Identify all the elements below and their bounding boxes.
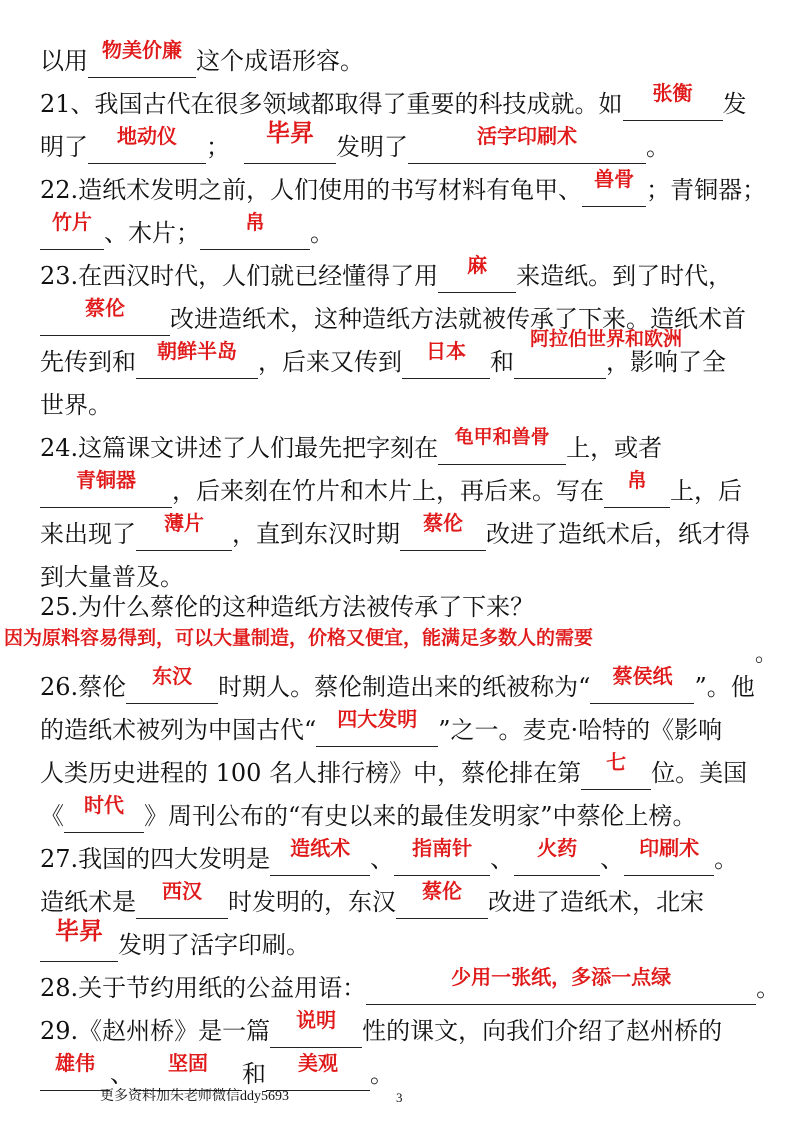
blank: [134, 1051, 242, 1091]
answer: 坚固: [168, 1051, 208, 1075]
blank: [316, 707, 438, 747]
answer: 蔡伦: [85, 296, 125, 320]
question-24-line-4: 到大量普及。: [40, 563, 184, 591]
answer: 指南针: [412, 836, 473, 860]
answer: 雄伟: [55, 1051, 95, 1075]
blank: [136, 511, 232, 551]
blank: [623, 81, 723, 121]
answer: 少用一张纸，多添一点绿: [451, 965, 672, 989]
period: 。: [755, 642, 778, 667]
question-21-line-2: 明了 地动仪 ； 毕昇 发明了 活字印刷术 。: [40, 130, 670, 164]
answer: 张衡: [652, 81, 693, 105]
question-23-line-3: 先传到和 朝鲜半岛 ，后来又传到 日本 和 ，影响了全: [40, 345, 726, 379]
question-25-prompt: 25.为什么蔡伦的这种造纸方法被传承了下来？: [40, 593, 535, 621]
blank: [136, 339, 258, 379]
page-number: 3: [396, 1090, 403, 1105]
question-22-line-2: 竹片 、木片； 帛 。: [40, 216, 334, 250]
blank: [136, 879, 228, 919]
blank: [270, 1008, 362, 1048]
blank: [402, 339, 490, 379]
answer: 蔡伦: [422, 879, 462, 903]
blank: [408, 124, 646, 164]
answer: 时代: [84, 793, 124, 817]
blank: [126, 664, 218, 704]
answer: 东汉: [152, 664, 193, 688]
blank: [88, 124, 206, 164]
answer: 四大发明: [337, 707, 418, 731]
blank: [40, 1051, 110, 1091]
answer: 火药: [537, 836, 578, 860]
question-28-line: 28.关于节约用纸的公益用语： 少用一张纸，多添一点绿 。: [40, 971, 780, 1005]
question-23-line-2: 蔡伦 改进造纸术，这种造纸方法就被传承了下来。造纸术首: [40, 302, 746, 336]
blank: [40, 210, 104, 250]
answer: 帛: [245, 210, 265, 234]
answer: 青铜器: [76, 468, 136, 492]
answer: 帛: [627, 468, 647, 492]
question-23-line-4: 世界。: [40, 391, 112, 419]
line-idiom: 以用 物美价廉 这个成语形容。: [40, 44, 364, 78]
answer: 日本: [426, 339, 466, 363]
answer: 西汉: [162, 879, 202, 903]
blank: [396, 879, 488, 919]
blank: [266, 1051, 370, 1091]
footer-note: 更多资料加朱老师微信ddy5693: [100, 1089, 289, 1104]
answer: 竹片: [52, 210, 92, 234]
blank: [40, 468, 172, 508]
blank: [88, 38, 196, 78]
answer: 物美价廉: [102, 38, 182, 62]
answer: 毕昇: [55, 917, 103, 945]
answer: 蔡伦: [423, 511, 463, 535]
blank: [200, 210, 310, 250]
answer: 造纸术: [290, 836, 351, 860]
answer: 印刷术: [639, 836, 700, 860]
blank: [438, 253, 516, 293]
question-27-line-1: 27.我国的四大发明是 造纸术 、 指南针 、 火药 、 印刷术 。: [40, 842, 738, 876]
blank: [40, 917, 118, 962]
question-27-line-3: 毕昇 发明了活字印刷。: [40, 928, 310, 962]
question-29-line-1: 29.《赵州桥》是一篇 说明 性的课文，向我们介绍了赵州桥的: [40, 1014, 722, 1048]
answer: 活字印刷术: [477, 124, 577, 148]
answer: 薄片: [164, 511, 204, 535]
question-26-line-4: 《 时代 》周刊公布的“有史以来的最佳发明家”中蔡伦上榜。: [40, 799, 697, 833]
question-26-line-3: 人类历史进程的 100 名人排行榜》中，蔡伦排在第 七 位。美国: [40, 756, 747, 790]
question-26-line-1: 26.蔡伦 东汉 时期人。蔡伦制造出来的纸被称为“ 蔡侯纸 ”。他: [40, 670, 755, 704]
question-24-line-1: 24.这篇课文讲述了人们最先把字刻在 龟甲和兽骨 上，或者: [40, 431, 662, 465]
question-24-line-3: 来出现了 薄片 ，直到东汉时期 蔡伦 改进了造纸术后，纸才得: [40, 517, 750, 551]
blank: [514, 836, 600, 876]
blank: [582, 167, 646, 207]
question-21-line-1: 21、我国古代在很多领域都取得了重要的科技成就。如 张衡 发: [40, 87, 747, 121]
blank: [40, 296, 170, 336]
answer: 美观: [298, 1051, 338, 1075]
answer: 龟甲和兽骨: [454, 426, 550, 448]
answer: 蔡侯纸: [612, 664, 673, 688]
question-24-line-2: 青铜器 ，后来刻在竹片和木片上，再后来。写在 帛 上，后: [40, 474, 742, 508]
answer: 毕昇: [266, 119, 314, 147]
answer: 麻: [467, 253, 488, 277]
answer-floating: 阿拉伯世界和欧洲: [530, 328, 683, 350]
question-29-line-2: 雄伟 、 坚固 和 美观 。: [40, 1057, 394, 1091]
blank: [394, 836, 490, 876]
answer: 七: [606, 750, 627, 774]
question-27-line-2: 造纸术是 西汉 时发明的，东汉 蔡伦 改进了造纸术，北宋: [40, 885, 704, 919]
question-23-line-1: 23.在西汉时代，人们就已经懂得了用 麻 来造纸。到了时代，: [40, 259, 732, 293]
answer: 兽骨: [594, 167, 635, 191]
answer: 地动仪: [117, 124, 177, 148]
blank: [581, 750, 651, 790]
question-22-line-1: 22.造纸术发明之前，人们使用的书写材料有龟甲、 兽骨 ；青铜器；: [40, 173, 766, 207]
blank: [514, 345, 606, 379]
answer-25: 因为原料容易得到，可以大量制造，价格又便宜，能满足多数人的需要: [4, 627, 594, 649]
blank: [270, 836, 370, 876]
answer: 朝鲜半岛: [157, 339, 237, 363]
blank: [590, 664, 694, 704]
question-26-line-2: 的造纸术被列为中国古代“ 四大发明 ”之一。麦克·哈特的《影响: [40, 713, 722, 747]
blank: [244, 119, 336, 164]
blank: [624, 836, 714, 876]
answer: 说明: [296, 1008, 337, 1032]
blank: [604, 468, 670, 508]
blank: [438, 426, 566, 465]
blank: [400, 511, 486, 551]
blank: [64, 793, 144, 833]
